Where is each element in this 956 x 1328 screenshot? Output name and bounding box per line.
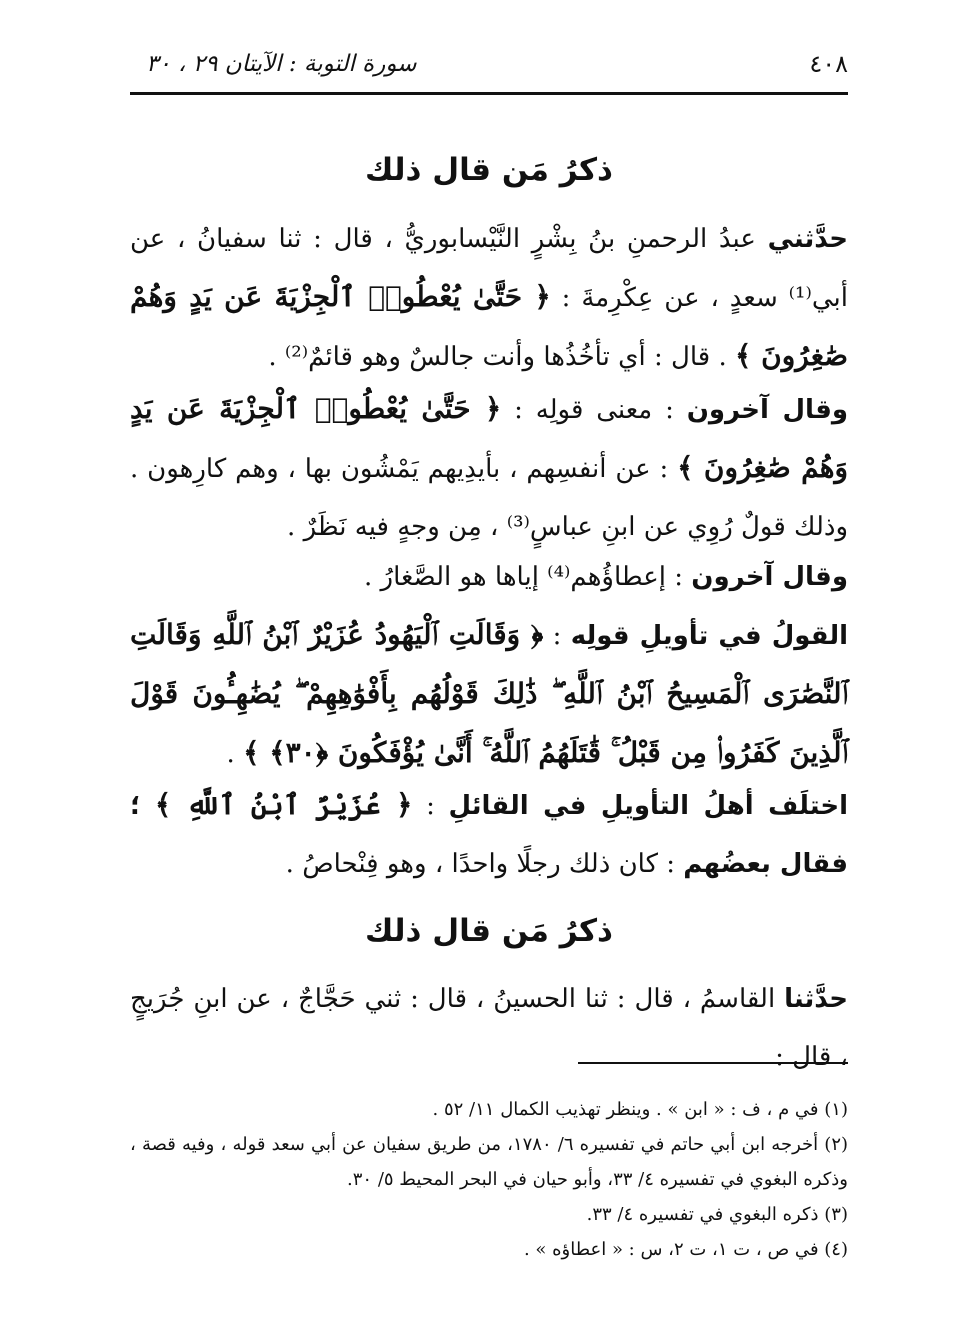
paragraph-text: عبدُ الرحمنِ بنُ بِشْرٍ النَّيْسابوريُّ ، قال : ثنا سفيانُ ، عن أبي⁽¹⁾ سعدٍ ، عن عِكْرِمةَ : <box>130 224 848 313</box>
paragraph-lead: القولُ في تأويلِ قولِه <box>570 621 848 651</box>
quran-quote: ﴿ وَقَالَتِ ٱلْيَهُودُ عُزَيْرٌ ٱبْنُ ٱللَّهِ وَقَالَتِ ٱلنَّصَٰرَى ٱلْمَسِيحُ ٱبْنُ ٱللَّهِ ۖ ذَٰلِكَ قَوْلُهُم بِأَفْوَٰهِهِمْ ۖ يُضَٰهِـُٔونَ قَوْلَ ٱلَّذِينَ كَفَرُوا۟ مِن قَبْلُ ۚ قَٰتَلَهُمُ ٱللَّهُ ۚ أَنَّىٰ يُؤْفَكُونَ ﴿٣٠﴾ ﴾ <box>130 618 848 769</box>
paragraph-3 <box>130 548 848 606</box>
paragraph-lead: وقال آخرون <box>686 395 848 425</box>
paragraph-text: : <box>412 791 449 821</box>
paragraph-lead: حدَّثني <box>767 224 848 254</box>
footnote-2: (٢) أخرجه ابن أبي حاتم في تفسيره ٦/ ١٧٨٠، من طريق سفيان عن أبي سعد قوله ، وفيه قصة ، وذكره البغوي في تفسيره ٤/ ٣٣، وأبو حيان في البحر المحيط ٥/ ٣٠. <box>130 1134 849 1190</box>
paragraph-text: : <box>543 621 571 651</box>
footnote-1: (١) في م ، ف : « ابن » . وينظر تهذيب الكمال ١١/ ٥٢ . <box>432 1099 848 1120</box>
paragraph-text: : إعطاؤُهم⁽⁴⁾ إياها هو الصَّغارُ . <box>363 562 692 592</box>
paragraph-5 <box>130 776 848 893</box>
footnotes <box>130 1092 848 1267</box>
section-heading-2: ذكرُ مَن قال ذلك <box>365 913 613 949</box>
page-header <box>130 50 848 95</box>
paragraph-lead: وقال آخرون <box>691 562 848 592</box>
paragraph-tail: . قال : أي تأخُذُها وأنت جالسٌ وهو قائمٌ⁽²⁾ . <box>268 342 736 372</box>
footnote-4: (٤) في ص ، ت ١، ت ٢، س : « اعطاؤه » . <box>523 1239 848 1260</box>
quran-quote: ﴿ عُزَيْرٌ ٱبْنُ ٱللَّهِ ﴾ <box>154 788 413 821</box>
footnote-divider <box>578 1062 848 1064</box>
section-heading-1: ذكرُ مَن قال ذلك <box>365 152 613 188</box>
page-number: ٤٠٨ <box>809 50 848 78</box>
paragraph-tail: : عن أنفسِهم ، بأيدِيهم يَمْشُون بها ، وهم كارِهون . وذلك قولٌ رُوِي عن ابنِ عباسٍ⁽³⁾ ، مِن وجهٍ فيه نَظَرٌ . <box>130 454 848 542</box>
paragraph-4 <box>130 606 848 783</box>
paragraph-lead: حدَّثنا <box>784 984 848 1014</box>
paragraph-text: القاسمُ ، قال : ثنا الحسينُ ، قال : ثني حَجَّاجٌ ، عن ابنِ جُرَيجٍ ، قال : <box>130 984 848 1072</box>
footnote-3: (٣) ذكره البغوي في تفسيره ٤/ ٣٣. <box>586 1204 848 1225</box>
paragraph-lead-2: ؛ فقال بعضُهم <box>130 791 848 879</box>
running-title: سورة التوبة : الآيتان ٢٩ ، ٣٠ <box>146 51 417 77</box>
paragraph-2 <box>130 380 848 556</box>
paragraph-tail: . <box>226 739 244 769</box>
paragraph-6 <box>130 970 848 1086</box>
paragraph-tail: : كان ذلك رجلًا واحدًا ، وهو فِنْحاصُ . <box>285 849 684 879</box>
paragraph-1 <box>130 210 848 386</box>
paragraph-lead: اختلَف أهلُ التأويلِ في القائلِ <box>448 791 849 821</box>
quran-quote: ﴿ حَتَّىٰ يُعْطُوا۟ ٱلْجِزْيَةَ عَن يَدٍ وَهُمْ صَٰغِرُونَ ﴾ <box>130 392 849 484</box>
paragraph-text: : معنى قولِه : <box>501 395 687 425</box>
quran-quote: ﴿ حَتَّىٰ يُعْطُوا۟ ٱلْجِزْيَةَ عَن يَدٍ وَهُمْ صَٰغِرُونَ ﴾ <box>130 280 848 372</box>
